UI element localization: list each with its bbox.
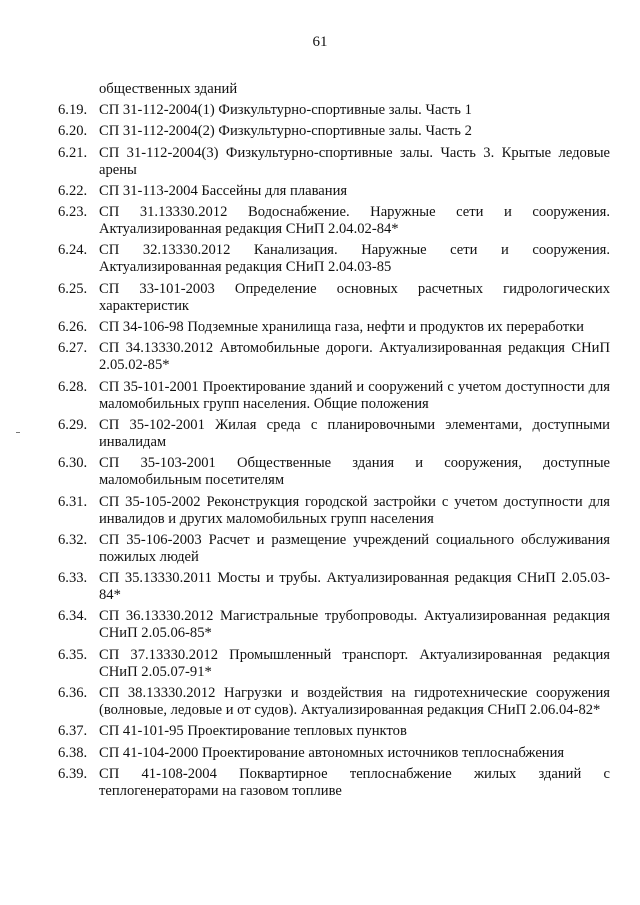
- item-text: СП 35.13330.2011 Мосты и трубы. Актуализированная редакция СНиП 2.05.03-84*: [99, 570, 610, 604]
- item-number: 6.30.: [58, 455, 88, 472]
- item-text: СП 41-101-95 Проектирование тепловых пунктов: [99, 723, 407, 740]
- list-item: [58, 494, 610, 528]
- item-number: 6.29.: [58, 416, 88, 433]
- item-text: СП 31-113-2004 Бассейны для плавания: [99, 182, 348, 199]
- item-text: СП 32.13330.2012 Канализация. Наружные сети и сооружения. Актуализированная редакция СНиП 2.04.03-85: [99, 242, 610, 276]
- item-number: 6.38.: [58, 744, 88, 761]
- list-item: [58, 204, 610, 238]
- item-text: СП 36.13330.2012 Магистральные трубопроводы. Актуализированная редакция СНиП 2.05.06-85*: [99, 608, 610, 642]
- item-text: СП 31-112-2004(2) Физкультурно-спортивные залы. Часть 2: [99, 123, 472, 140]
- list-item: [58, 145, 610, 179]
- item-number: 6.19.: [58, 102, 88, 118]
- item-number: 6.35.: [58, 646, 88, 663]
- standards-list: [58, 102, 610, 800]
- item-text: СП 31-112-2004(3) Физкультурно-спортивные залы. Часть 3. Крытые ледовые арены: [99, 144, 610, 178]
- item-number: 6.25.: [58, 280, 88, 297]
- item-number: 6.21.: [58, 144, 88, 161]
- item-text: СП 31-112-2004(1) Физкультурно-спортивные залы. Часть 1: [99, 102, 472, 118]
- item-number: 6.36.: [58, 685, 88, 702]
- item-text: СП 31.13330.2012 Водоснабжение. Наружные сети и сооружения. Актуализированная редакция СНиП 2.04.02-84*: [99, 204, 610, 238]
- item-text: СП 35-106-2003 Расчет и размещение учреждений социального обслуживания пожилых людей: [99, 531, 610, 565]
- list-item: [58, 766, 610, 800]
- item-text: СП 35-101-2001 Проектирование зданий и сооружений с учетом доступности для маломобильных групп населения. Общие положения: [99, 378, 610, 412]
- list-item: [58, 319, 610, 336]
- item-text: СП 35-105-2002 Реконструкция городской застройки с учетом доступности для инвалидов и других маломобильных групп населения: [99, 493, 610, 527]
- item-number: 6.20.: [58, 123, 88, 140]
- item-text: СП 38.13330.2012 Нагрузки и воздействия на гидротехнические сооружения (волновые, ледовые и от судов). Актуализированная редакция СНиП 2.06.04-82*: [99, 685, 610, 719]
- document-body: [58, 81, 610, 804]
- item-number: 6.33.: [58, 570, 88, 587]
- item-number: 6.28.: [58, 378, 88, 395]
- list-item: [58, 102, 610, 119]
- item-text: СП 35-103-2001 Общественные здания и сооружения, доступные маломобильным посетителям: [99, 455, 610, 489]
- margin-mark: [16, 432, 20, 433]
- list-item: [58, 685, 610, 719]
- list-item: [58, 647, 610, 681]
- item-number: 6.32.: [58, 531, 88, 548]
- list-item: [58, 379, 610, 413]
- item-text: СП 41-104-2000 Проектирование автономных источников теплоснабжения: [99, 744, 565, 761]
- list-item: [58, 242, 610, 276]
- list-item: [58, 340, 610, 374]
- item-number: 6.31.: [58, 493, 88, 510]
- item-number: 6.26.: [58, 319, 88, 336]
- item-number: 6.23.: [58, 204, 88, 221]
- list-item: [58, 455, 610, 489]
- item-number: 6.27.: [58, 340, 88, 357]
- list-item: [58, 532, 610, 566]
- page-number: 61: [312, 34, 328, 50]
- list-item: [58, 570, 610, 604]
- list-item: [58, 183, 610, 200]
- list-item: [58, 281, 610, 315]
- item-text: СП 34.13330.2012 Автомобильные дороги. Актуализированная редакция СНиП 2.05.02-85*: [99, 340, 610, 374]
- list-item: [58, 745, 610, 762]
- item-number: 6.39.: [58, 765, 88, 782]
- item-number: 6.34.: [58, 608, 88, 625]
- item-number: 6.37.: [58, 723, 88, 740]
- item-text: СП 33-101-2003 Определение основных расчетных гидрологических характеристик: [99, 280, 610, 314]
- list-item: [58, 723, 610, 740]
- item-text: СП 41-108-2004 Поквартирное теплоснабжение жилых зданий с теплогенераторами на газовом топливе: [99, 765, 610, 799]
- list-item: [58, 608, 610, 642]
- item-number: 6.24.: [58, 242, 88, 259]
- list-item: [58, 417, 610, 451]
- item-text: СП 34-106-98 Подземные хранилища газа, нефти и продуктов их переработки: [99, 319, 584, 336]
- list-item: [58, 123, 610, 140]
- continuation-line: общественных зданий: [99, 81, 238, 97]
- item-text: СП 37.13330.2012 Промышленный транспорт. Актуализированная редакция СНиП 2.05.07-91*: [99, 646, 610, 680]
- item-text: СП 35-102-2001 Жилая среда с планировочными элементами, доступными инвалидам: [99, 416, 610, 450]
- item-number: 6.22.: [58, 182, 88, 199]
